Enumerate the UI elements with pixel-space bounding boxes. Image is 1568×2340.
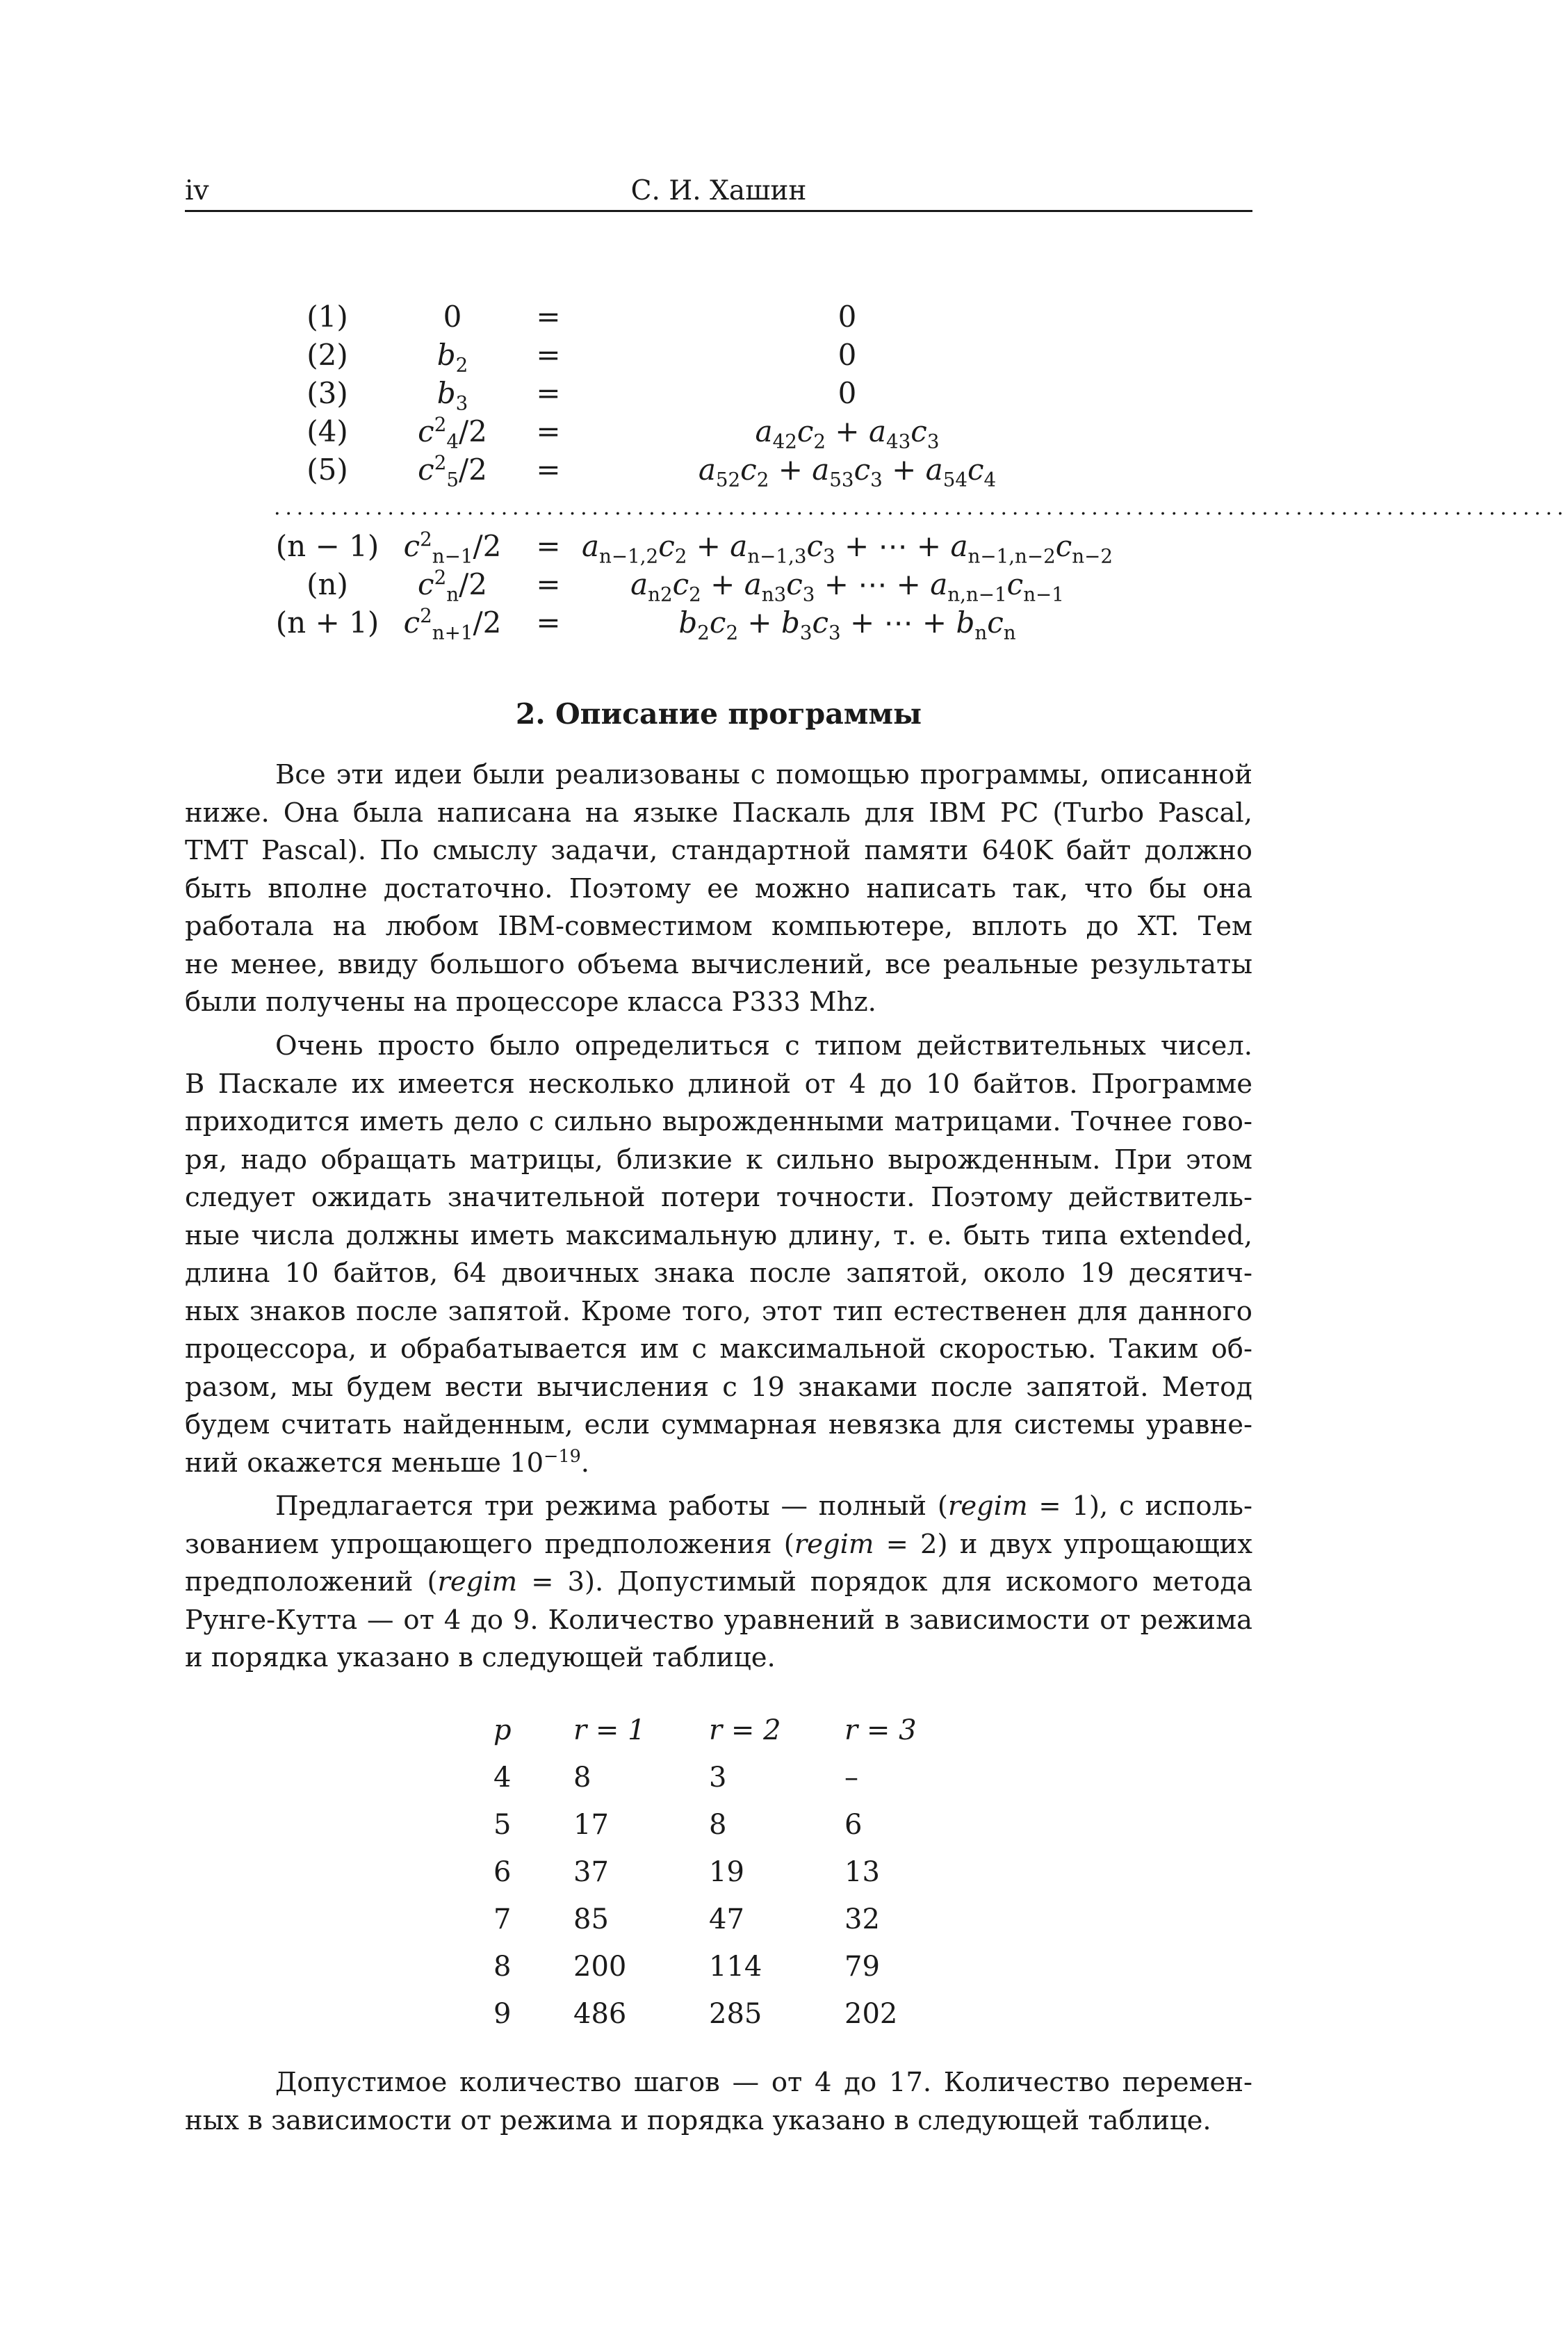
text-line: разом, мы будем вести вычисления с 19 знаками после запятой. Метод <box>185 1371 1252 1403</box>
running-head <box>185 175 1252 212</box>
table-cell: 6 <box>493 1856 512 1888</box>
text-line: приходится иметь дело с сильно вырожденными матрицами. Точнее гово- <box>185 1106 1252 1137</box>
table-cell: 47 <box>709 1903 744 1935</box>
text-line: ные числа должны иметь максимальную длину, т. е. быть типа extended, <box>185 1219 1252 1251</box>
table-cell: 6 <box>844 1809 863 1841</box>
table-row <box>493 1896 928 1943</box>
table-cell: 37 <box>573 1856 609 1888</box>
table-row <box>493 1990 928 2038</box>
section-title: 2. Описание программы <box>515 697 922 731</box>
table-cell: – <box>844 1762 858 1794</box>
text-line: процессора, и обрабатывается им с максимальной скоростью. Таким об- <box>185 1333 1252 1365</box>
equation-rhs: $a_{52}c_2 + a_{53}c_3 + a_{54}c_4$ <box>698 453 997 491</box>
table-row <box>493 1943 928 1990</box>
running-head-author: С. И. Хашин <box>630 175 807 206</box>
table-header-cell: r = 1 <box>573 1714 646 1746</box>
equation-row <box>274 565 1170 606</box>
equation-row <box>274 450 1170 489</box>
equation-lhs: $c^2_{n+1}/2$ <box>403 604 502 644</box>
table-cell: 4 <box>493 1762 512 1794</box>
table-cell: 486 <box>573 1998 627 2030</box>
equation-rhs: $b_2c_2 + b_3c_3$ + ⋯ + $b_nc_n$ <box>678 606 1016 644</box>
text-line: будем считать найденным, если суммарная невязка для системы уравне- <box>185 1409 1252 1440</box>
text-line: Рунге-Кутта — от 4 до 9. Количество уравнений в зависимости от режима <box>185 1604 1252 1636</box>
equation-number: (n) <box>307 567 348 601</box>
page <box>185 0 1568 2340</box>
equation-rhs: 0 <box>838 300 857 334</box>
table-cell: 114 <box>709 1951 762 1983</box>
table-cell: 5 <box>493 1809 512 1841</box>
equals-sign: = <box>536 606 561 640</box>
table-cell: 202 <box>844 1998 898 2030</box>
table-cell: 7 <box>493 1903 512 1935</box>
text-line: зованием упрощающего предположения (regim = 2) и двух упрощающих <box>185 1528 1252 1560</box>
paragraph <box>185 2064 1252 2140</box>
equals-sign: = <box>536 414 561 448</box>
equals-sign: = <box>536 338 561 372</box>
table-cell: 8 <box>493 1951 512 1983</box>
text-line: Допустимое количество шагов — от 4 до 17. Количество перемен- <box>275 2067 1252 2098</box>
text-line: ных в зависимости от режима и порядка указано в следующей таблице. <box>185 2104 1211 2136</box>
text-line: следует ожидать значительной потери точности. Поэтому действитель- <box>185 1182 1252 1213</box>
equals-sign: = <box>536 453 561 487</box>
equations-count-table <box>493 1707 928 2038</box>
equation-row <box>274 374 1170 415</box>
text-line: ниже. Она была написана на языке Паскаль для IBM PC (Turbo Pascal, <box>185 797 1252 829</box>
equation-rhs: $a_{n2}c_2 + a_{n3}c_3$ + ⋯ + $a_{n,n-1}c_{n-1}$ <box>630 567 1064 606</box>
equals-sign: = <box>536 567 561 601</box>
equation-number: (2) <box>307 338 348 372</box>
equals-sign: = <box>536 300 561 334</box>
text-line: Предлагается три режима работы — полный (regim = 1), с исполь- <box>275 1490 1253 1522</box>
paragraph <box>185 756 1252 1022</box>
equation-row <box>274 527 1170 568</box>
equation-number: (n − 1) <box>275 529 379 563</box>
equation-lhs: $c^2_{n-1}/2$ <box>403 528 502 568</box>
text-line: ря, надо обращать матрицы, близкие к сильно вырожденным. При этом <box>185 1144 1252 1176</box>
table-cell: 8 <box>573 1762 591 1794</box>
equation-system <box>274 298 1568 644</box>
table-cell: 8 <box>709 1809 727 1841</box>
text-line: не менее, ввиду большого объема вычислений, все реальные результаты <box>185 948 1252 980</box>
equation-lhs: $b_2$ <box>436 338 468 377</box>
table-cell: 200 <box>573 1951 627 1983</box>
text-line: были получены на процессоре класса P333 Mhz. <box>185 986 876 1018</box>
equation-rhs: 0 <box>838 376 857 410</box>
table-row <box>493 1849 928 1896</box>
equation-rhs: $a_{42}c_2 + a_{43}c_3$ <box>755 414 940 453</box>
paragraph <box>185 1488 1252 1677</box>
table-cell: 17 <box>573 1809 609 1841</box>
table-cell: 85 <box>573 1903 609 1935</box>
equation-row <box>274 603 1170 642</box>
text-line: длина 10 байтов, 64 двоичных знака после запятой, около 19 десятич- <box>185 1258 1252 1289</box>
equation-rhs: $a_{n-1,2}c_2 + a_{n-1,3}c_3$ + ⋯ + $a_{n-1,n-2}c_{n-2}$ <box>581 529 1113 568</box>
equation-lhs: $b_3$ <box>436 376 468 415</box>
table-header-cell: r = 3 <box>844 1714 917 1746</box>
table-header-cell: r = 2 <box>709 1714 781 1746</box>
paragraph <box>185 1027 1252 1482</box>
text-line: быть вполне достаточно. Поэтому ее можно написать так, что бы она <box>185 872 1252 904</box>
table-cell: 3 <box>709 1762 727 1794</box>
table-header-row <box>493 1707 928 1754</box>
table-row <box>493 1754 928 1801</box>
table-header-cell: p <box>493 1714 512 1746</box>
equation-lhs: $c^2_4/2$ <box>418 413 487 453</box>
equation-lhs: $c^2_5/2$ <box>418 451 487 491</box>
equation-lhs: 0 <box>443 300 462 334</box>
equation-number: (4) <box>307 414 348 448</box>
text-line: Все эти идеи были реализованы с помощью программы, описанной <box>275 759 1252 790</box>
equals-sign: = <box>536 529 561 563</box>
equation-row <box>274 412 1170 453</box>
table-cell: 9 <box>493 1998 512 2030</box>
equation-row <box>274 336 1170 377</box>
text-line: работала на любом IBM-совместимом компьютере, вплоть до XT. Тем <box>185 911 1252 942</box>
equation-row <box>274 298 1170 336</box>
equals-sign: = <box>536 376 561 410</box>
table-cell: 13 <box>844 1856 880 1888</box>
equation-number: (5) <box>307 453 348 487</box>
text-line: и порядка указано в следующей таблице. <box>185 1642 776 1673</box>
table-cell: 19 <box>709 1856 744 1888</box>
text-line: ний окажется меньше $10^{-19}$. <box>185 1445 590 1479</box>
text-line: В Паскале их имеется несколько длиной от 4 до 10 байтов. Программе <box>185 1068 1252 1100</box>
equation-number: (n + 1) <box>275 606 379 640</box>
text-line: ных знаков после запятой. Кроме того, этот тип естественен для данного <box>185 1295 1252 1327</box>
table-cell: 79 <box>844 1951 880 1983</box>
text-line: предположений (regim = 3). Допустимый порядок для искомого метода <box>185 1566 1252 1598</box>
table-row <box>493 1801 928 1849</box>
equation-number: (3) <box>307 376 348 410</box>
equation-rhs: 0 <box>838 338 857 372</box>
text-line: Очень просто было определиться с типом действительных чисел. <box>275 1030 1252 1062</box>
equation-lhs: $c^2_n/2$ <box>418 566 487 606</box>
dotted-separator: .................................................................................................................. <box>274 496 1568 520</box>
table-cell: 32 <box>844 1903 880 1935</box>
text-line: TMT Pascal). По смыслу задачи, стандартной памяти 640K байт должно <box>185 835 1252 866</box>
equation-number: (1) <box>307 300 348 334</box>
page-number: iv <box>185 175 209 206</box>
table-cell: 285 <box>709 1998 762 2030</box>
